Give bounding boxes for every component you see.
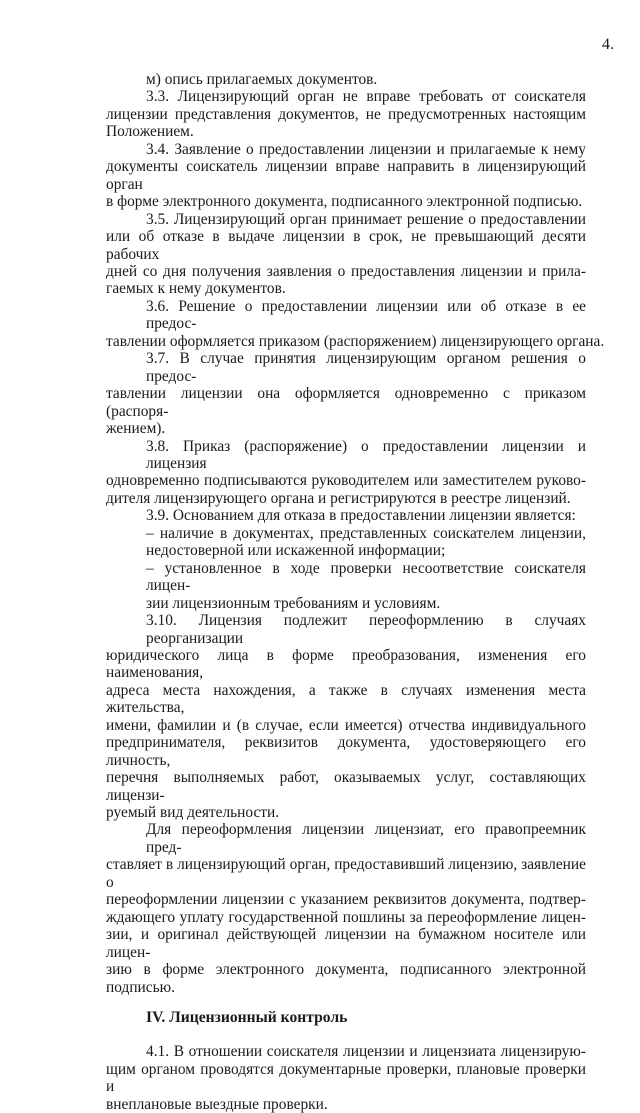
text-line: – установленное в ходе проверки несоответствие соискателя лицен- — [146, 559, 586, 595]
paragraph — [106, 71, 586, 88]
text-line: щим органом проводятся документарные проверки, плановые проверки и — [106, 1060, 586, 1096]
text-line: зию в форме электронного документа, подписанного электронной — [106, 961, 586, 979]
text-line: тавлении оформляется приказом (распоряжением) лицензирующего органа. — [106, 332, 605, 350]
text-line: в форме электронного документа, подписанного электронной подписью. — [106, 193, 583, 211]
text-line: 4.1. В отношении соискателя лицензии и лицензиата лицензирую- — [146, 1043, 586, 1061]
paragraph — [106, 88, 586, 140]
text-line: лицензии представления документов, не предусмотренных настоящим — [106, 105, 586, 123]
text-line: м) опись прилагаемых документов. — [146, 71, 378, 88]
list-item — [106, 525, 586, 560]
text-line: недостоверной или искаженной информации; — [146, 542, 446, 560]
text-line: дней со дня получения заявления о предоставления лицензии и прила- — [106, 262, 586, 280]
text-line: 3.4. Заявление о предоставлении лицензии и прилагаемые к нему — [146, 140, 586, 158]
document-body — [106, 71, 605, 1113]
text-line: 3.5. Лицензирующий орган принимает решение о предоставлении — [146, 210, 586, 228]
text-line: Для переоформления лицензии лицензиат, его правопреемник пред- — [146, 821, 586, 856]
text-line: тавлении лицензии она оформляется одновременно с приказом (распоря- — [106, 385, 586, 420]
text-line: 3.8. Приказ (распоряжение) о предоставлении лицензии и лицензия — [146, 437, 586, 472]
text-line: подписью. — [106, 978, 175, 996]
text-line: внеплановые выездные проверки. — [106, 1095, 328, 1113]
paragraph — [106, 297, 605, 350]
paragraph — [106, 612, 586, 821]
text-line: зии, и оригинал действующей лицензии на бумажном носителе или лицен- — [106, 926, 586, 961]
text-line: ставляет в лицензирующий орган, предоставивший лицензию, заявление о — [106, 856, 586, 891]
paragraph — [106, 438, 586, 508]
text-line: руемый вид деятельности. — [106, 804, 280, 822]
text-line: документы соискатель лицензии вправе направить в лицензирующий орган — [106, 158, 586, 193]
paragraph — [106, 211, 586, 298]
list-item — [106, 560, 586, 612]
text-line: Положением. — [106, 123, 194, 141]
text-line: зии лицензионным требованиям и условиям. — [146, 594, 441, 612]
text-line: имени, фамилии и (в случае, если имеется) отчества индивидуального — [106, 716, 586, 734]
text-line: или об отказе в выдаче лицензии в срок, не превышающий десяти рабочих — [106, 228, 586, 263]
paragraph — [106, 1043, 586, 1113]
text-line: 3.6. Решение о предоставлении лицензии или об отказе в ее предос- — [146, 297, 586, 333]
text-line: юридического лица в форме преобразования, изменения его наименования, — [106, 646, 586, 682]
text-line: 3.7. В случае принятия лицензирующим органом решения о предос- — [146, 350, 586, 385]
page-number: 4. — [602, 36, 614, 53]
text-line: жением). — [106, 420, 166, 438]
text-line: 3.9. Основанием для отказа в предоставлении лицензии является: — [146, 507, 576, 525]
paragraph — [106, 141, 586, 211]
text-line: – наличие в документах, представленных соискателем лицензии, — [146, 524, 586, 542]
text-line: одновременно подписываются руководителем или заместителем руково- — [106, 472, 586, 490]
text-line: 3.10. Лицензия подлежит переоформлению в случаях реорганизации — [146, 612, 586, 647]
text-line: предпринимателя, реквизитов документа, удостоверяющего его личность, — [106, 734, 586, 769]
text-line: гаемых к нему документов. — [106, 280, 286, 298]
text-line: адреса места нахождения, а также в случаях изменения места жительства, — [106, 681, 586, 717]
text-line: 3.3. Лицензирующий орган не вправе требовать от соискателя — [146, 88, 586, 106]
paragraph — [106, 821, 586, 996]
section-heading: IV. Лицензионный контроль — [146, 1009, 348, 1027]
paragraph — [106, 350, 586, 437]
paragraph — [106, 507, 586, 524]
text-line: перечня выполняемых работ, оказываемых услуг, составляющих лицензи- — [106, 769, 586, 804]
text-line: ждающего уплату государственной пошлины за переоформление лицен- — [106, 908, 586, 926]
text-line: переоформлении лицензии с указанием реквизитов документа, подтвер- — [106, 891, 586, 909]
text-line: дителя лицензирующего органа и регистрируются в реестре лицензий. — [106, 489, 571, 507]
